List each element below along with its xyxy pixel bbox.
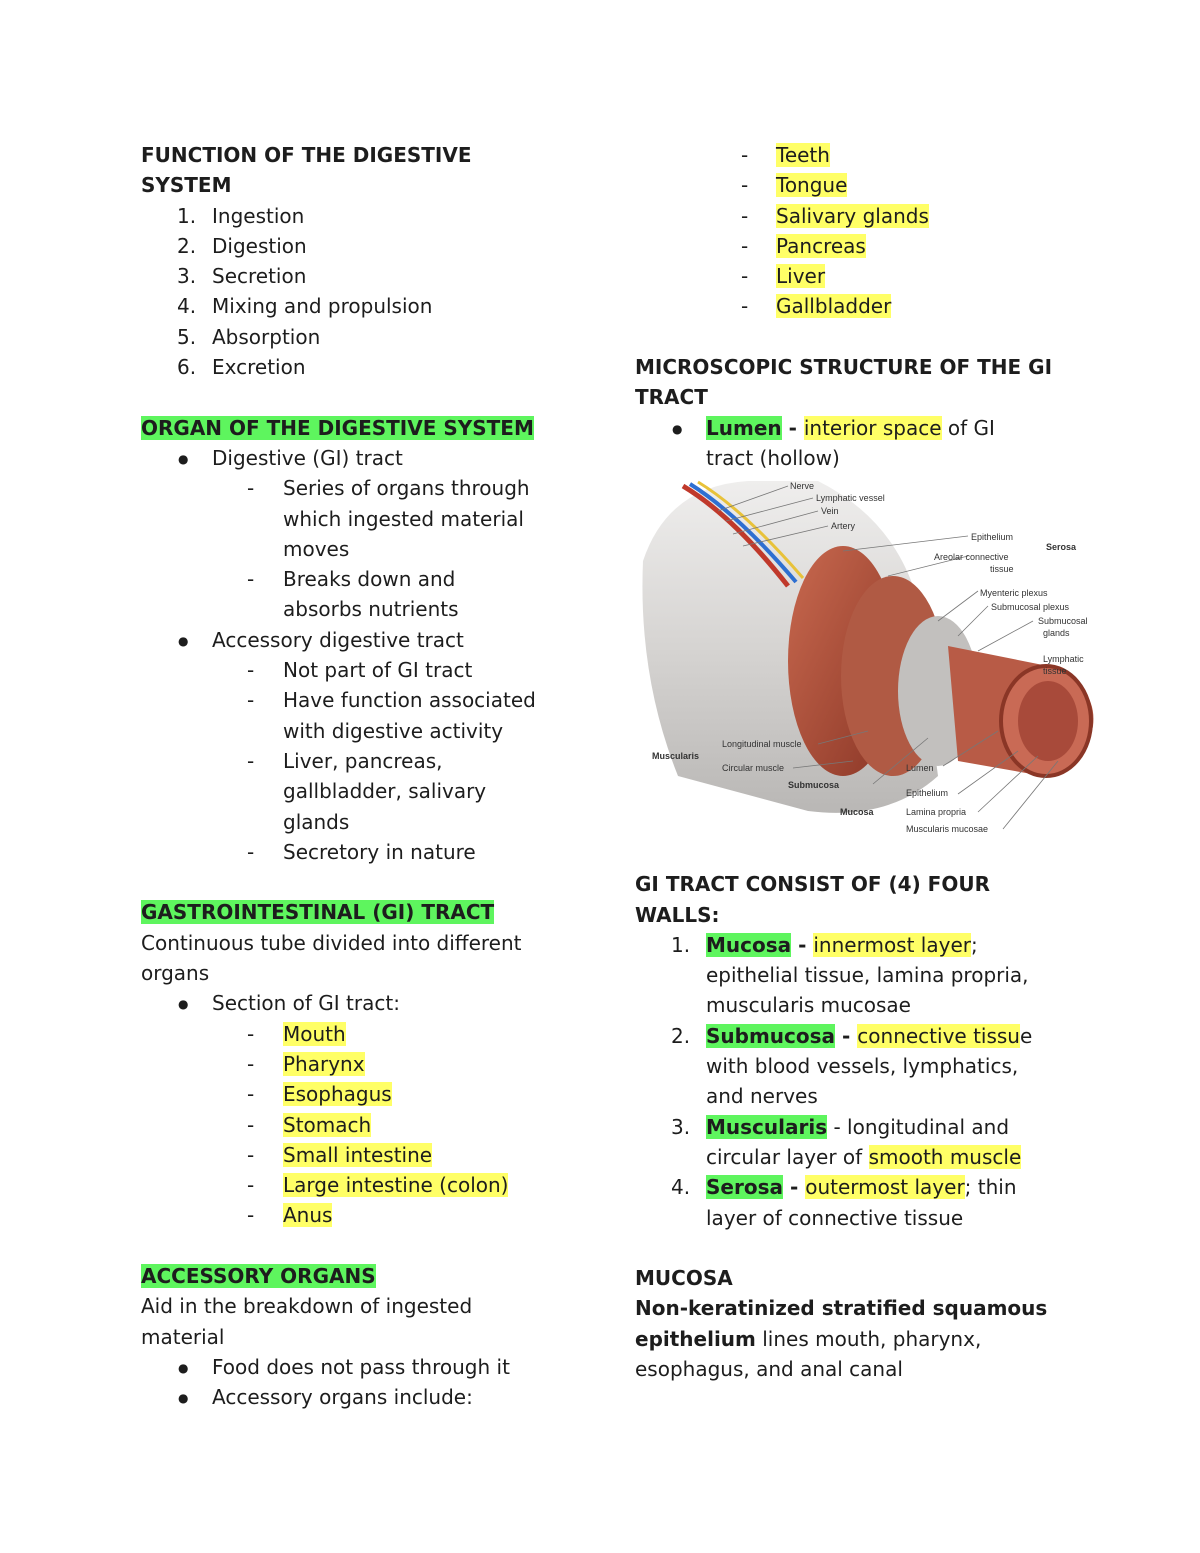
dash-icon: - (741, 143, 749, 167)
list-item-text: Ingestion (212, 203, 305, 228)
list-item (141, 231, 581, 261)
label-myenteric: Myenteric plexus (980, 588, 1048, 598)
label-mucosa: Mucosa (840, 807, 874, 817)
organ-heading: ORGAN OF THE DIGESTIVE SYSTEM (141, 415, 534, 440)
lumen-space (1018, 681, 1078, 761)
label-lamina: Lamina propria (906, 807, 967, 817)
list-item: ● Lumen - interior space of GI tract (hollow) (672, 415, 995, 470)
dash-icon: - (741, 233, 749, 258)
function-list (141, 201, 581, 383)
list-number: 3. (177, 264, 197, 289)
list-number: 2. (177, 233, 197, 258)
list-number: 4. (177, 294, 197, 319)
label-epithelium: Epithelium (906, 788, 949, 798)
bullet-icon: ● (178, 633, 189, 648)
bullet-icon: ● (178, 1391, 189, 1406)
list-item: - Have function associated with digestive activity (141, 685, 581, 746)
label-muscularis-mucosae: Muscularis mucosae (906, 824, 989, 834)
dash-icon: - (247, 1082, 255, 1107)
dash-icon: - (247, 839, 255, 864)
list-item (141, 1352, 581, 1382)
dash-icon: - (247, 1142, 255, 1167)
function-heading: FUNCTION OF THE DIGESTIVE SYSTEM (141, 143, 472, 198)
dash-icon: - (247, 658, 255, 683)
list-item: ● Accessory digestive tract (141, 625, 581, 655)
list-item: 2. Submucosa - connective tissue with blood vessels, lymphatics, and nerves (671, 1023, 1033, 1109)
label-epithelium-top: Epithelium (971, 532, 1014, 542)
list-item (141, 291, 581, 321)
dash-icon: - (247, 688, 255, 713)
list-item: ● Section of GI tract: (141, 988, 581, 1018)
list-item: - Liver, pancreas, gallbladder, salivary glands (141, 746, 581, 837)
list-item (141, 261, 581, 291)
gi-section-list (141, 1019, 581, 1231)
list-item (635, 201, 1075, 231)
list-number: 6. (177, 355, 197, 380)
dash-icon: - (741, 203, 749, 228)
bullet-icon: ● (672, 421, 683, 436)
label-serosa: Serosa (1046, 542, 1077, 552)
walls-heading: GI TRACT CONSIST OF (4) FOUR WALLS: (635, 872, 990, 927)
list-item-text: Accessory organs include: (212, 1385, 473, 1410)
list-item-text: Tongue (776, 173, 848, 198)
label-glands: glands (1043, 628, 1070, 638)
list-item-text: Secretion (212, 264, 307, 289)
label-artery: Artery (831, 521, 856, 531)
list-item: 3. Muscularis - longitudinal and circular layer of smooth muscle (671, 1114, 1022, 1169)
list-item-text: Digestion (212, 233, 307, 258)
list-item (141, 1140, 581, 1170)
list-item: - Series of organs through which ingested material moves (141, 473, 581, 564)
list-item (635, 170, 1075, 200)
dash-icon: - (247, 1021, 255, 1046)
list-item (141, 1110, 581, 1140)
label-tissue: tissue (990, 564, 1014, 574)
label-submucosal: Submucosal (1038, 616, 1088, 626)
dash-icon: - (247, 1203, 255, 1228)
list-item (141, 201, 581, 231)
label-lymphatic-vessel: Lymphatic vessel (816, 493, 885, 503)
dash-icon: - (741, 173, 749, 198)
dash-icon: - (741, 294, 749, 319)
dash-icon: - (247, 1112, 255, 1137)
left-column (141, 140, 581, 1412)
list-item (635, 291, 1075, 321)
list-item: 1. Mucosa - innermost layer; epithelial tissue, lamina propria, muscularis mucosae (671, 932, 1029, 1018)
list-item: - Breaks down and absorbs nutrients (141, 564, 581, 625)
list-item (141, 1170, 581, 1200)
bullet-icon: ● (178, 451, 189, 466)
mucosa-paragraph: Non-keratinized stratified squamous epithelium lines mouth, pharynx, esophagus, and anal canal (635, 1296, 1048, 1382)
dash-icon: - (247, 1173, 255, 1198)
list-item (141, 1019, 581, 1049)
accessory-organ-list (635, 140, 1075, 322)
list-item (141, 1200, 581, 1230)
list-item (635, 140, 1075, 170)
list-item (635, 231, 1075, 261)
list-item-text: Anus (283, 1203, 333, 1228)
bullet-icon: ● (178, 997, 189, 1012)
accessory-bullet-list (141, 1352, 581, 1413)
list-item-text: Pancreas (776, 233, 866, 258)
list-item (141, 1382, 581, 1412)
label-lymph-tissue: tissue (1043, 666, 1067, 676)
dash-icon: - (247, 567, 255, 592)
list-item-text: Excretion (212, 355, 306, 380)
gi-tract-wall-diagram (638, 476, 1108, 846)
label-submucosa: Submucosa (788, 780, 840, 790)
mucosa-heading: MUCOSA (635, 1266, 733, 1291)
list-item-text: Stomach (283, 1112, 372, 1137)
list-item-text: Gallbladder (776, 294, 892, 319)
list-item (141, 322, 581, 352)
list-item-text: Pharynx (283, 1051, 365, 1076)
label-lumen: Lumen (906, 763, 934, 773)
list-item (141, 352, 581, 382)
dash-icon: - (247, 476, 255, 501)
gi-description: Continuous tube divided into different organs (141, 930, 522, 986)
label-areolar: Areolar connective (934, 552, 1009, 562)
list-item: - Secretory in nature (141, 837, 581, 867)
label-submucosal-plexus: Submucosal plexus (991, 602, 1070, 612)
list-item (635, 261, 1075, 291)
list-item (141, 1079, 581, 1109)
list-item-text: Liver (776, 264, 826, 289)
label-nerve: Nerve (790, 481, 815, 491)
list-item-text: Salivary glands (776, 203, 929, 228)
bullet-icon: ● (178, 1360, 189, 1375)
label-vein: Vein (821, 506, 839, 516)
micro-heading: MICROSCOPIC STRUCTURE OF THE GI TRACT (635, 355, 1053, 410)
accessory-heading: ACCESSORY ORGANS (141, 1263, 376, 1288)
list-item-text: Absorption (212, 324, 321, 349)
list-item-text: Esophagus (283, 1082, 392, 1107)
dash-icon: - (247, 1051, 255, 1076)
gi-heading: GASTROINTESTINAL (GI) TRACT (141, 900, 495, 925)
list-item (141, 1049, 581, 1079)
list-item-text: Teeth (776, 143, 830, 167)
list-item: ● Digestive (GI) tract (141, 443, 581, 473)
list-number: 5. (177, 324, 197, 349)
list-item-text: Mixing and propulsion (212, 294, 433, 319)
dash-icon: - (741, 264, 749, 289)
list-item-text: Small intestine (283, 1142, 433, 1167)
list-item: - Not part of GI tract (141, 655, 581, 685)
list-item-text: Large intestine (colon) (283, 1173, 509, 1198)
dash-icon: - (247, 748, 255, 773)
list-number: 1. (177, 203, 197, 228)
accessory-description: Aid in the breakdown of ingested material (141, 1294, 473, 1349)
label-circular: Circular muscle (722, 763, 785, 773)
list-item: 4. Serosa - outermost layer; thin layer of connective tissue (671, 1175, 1017, 1230)
label-lymphatic: Lymphatic (1043, 654, 1084, 664)
list-item-text: Mouth (283, 1021, 346, 1046)
label-longitudinal: Longitudinal muscle (722, 739, 802, 749)
list-item-text: Food does not pass through it (212, 1354, 510, 1379)
label-muscularis: Muscularis (652, 751, 700, 761)
